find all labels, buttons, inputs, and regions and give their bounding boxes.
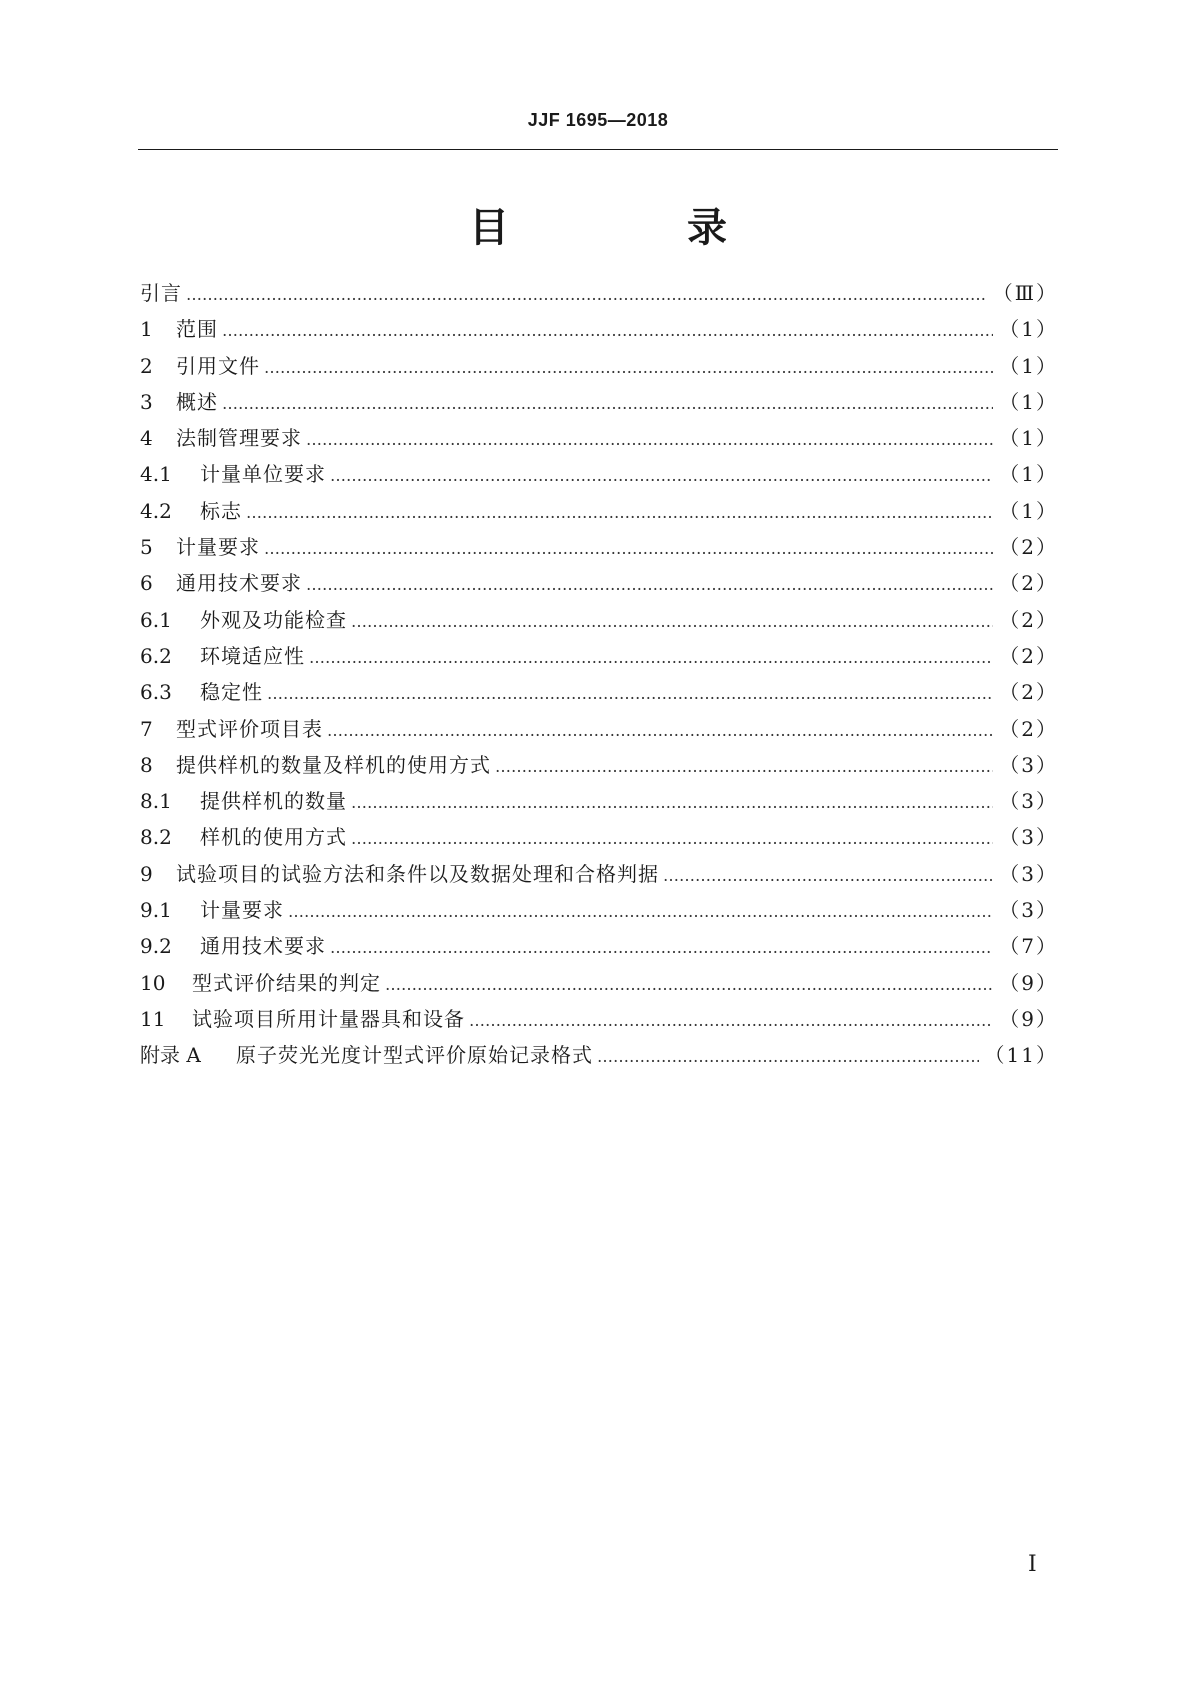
dot-leader [469, 1011, 993, 1030]
toc-entry[interactable] [140, 858, 1058, 894]
toc-entry-title: 概述 [176, 389, 218, 414]
document-code-header: JJF 1695—2018 [527, 110, 669, 130]
toc-entry-number: 6.2 [140, 643, 172, 668]
toc-entry-title: 标志 [200, 498, 242, 523]
toc-entry-page: （1） [999, 498, 1058, 523]
toc-entry-title: 原子荧光光度计型式评价原始记录格式 [236, 1043, 593, 1068]
toc-entry-number: 3 [140, 389, 153, 414]
toc-entry-number: 附录 A [140, 1043, 201, 1068]
toc-entry[interactable] [140, 350, 1058, 386]
toc-entry[interactable] [140, 821, 1058, 857]
toc-entry-number: 9.1 [140, 898, 172, 923]
dot-leader [186, 285, 987, 304]
toc-entry-number: 8 [140, 752, 153, 777]
toc-entry[interactable] [140, 640, 1058, 676]
toc-entry-number: 4 [140, 426, 153, 451]
toc-entry-page: （2） [999, 571, 1058, 596]
toc-entry[interactable] [140, 785, 1058, 821]
toc-entry-title: 外观及功能检查 [200, 607, 347, 632]
toc-entry-page: （1） [999, 462, 1058, 487]
dot-leader [246, 503, 993, 522]
toc-entry-number: 6 [140, 571, 153, 596]
toc-entry-page: （2） [999, 535, 1058, 560]
toc-entry-title: 试验项目所用计量器具和设备 [192, 1006, 465, 1031]
toc-entry-title: 提供样机的数量及样机的使用方式 [176, 752, 491, 777]
dot-leader [264, 358, 993, 377]
toc-entry-title: 引言 [140, 281, 182, 305]
toc-entry-title: 通用技术要求 [200, 934, 326, 959]
toc-entry-title: 计量单位要求 [200, 462, 326, 487]
toc-entry[interactable] [140, 930, 1058, 966]
toc-entry-page: （2） [999, 607, 1058, 632]
toc-entry-number: 9.2 [140, 934, 172, 959]
toc-entry[interactable] [140, 422, 1058, 458]
toc-entry[interactable] [140, 277, 1058, 313]
toc-entry-page: （7） [999, 934, 1058, 959]
toc-entry[interactable] [140, 749, 1058, 785]
toc-entry-page: （9） [999, 970, 1058, 995]
toc-entry-page: （11） [984, 1043, 1058, 1068]
dot-leader [267, 684, 993, 703]
toc-entry-title: 样机的使用方式 [200, 825, 347, 850]
toc-entry-page: （1） [999, 389, 1058, 414]
toc-entry[interactable] [140, 313, 1058, 349]
dot-leader [306, 430, 993, 449]
toc-entry-number: 1 [140, 317, 153, 342]
toc-entry-number: 9 [140, 861, 153, 886]
toc-entry[interactable] [140, 713, 1058, 749]
page-number: Ⅰ [1028, 1552, 1037, 1577]
toc-entry-number: 4.2 [140, 498, 172, 523]
dot-leader [330, 938, 993, 957]
toc-entry-page: （1） [999, 426, 1058, 451]
header-divider [138, 149, 1058, 150]
toc-entry-page: （3） [999, 861, 1058, 886]
toc-entry-number: 5 [140, 535, 153, 560]
dot-leader [222, 321, 993, 340]
table-of-contents [140, 277, 1058, 1076]
toc-entry-number: 6.1 [140, 607, 172, 632]
dot-leader [288, 902, 993, 921]
toc-entry-number: 6.3 [140, 680, 172, 705]
toc-entry-number: 8.1 [140, 789, 172, 814]
toc-entry-title: 引用文件 [176, 353, 260, 378]
toc-entry[interactable] [140, 604, 1058, 640]
toc-entry-title: 型式评价项目表 [176, 716, 323, 741]
toc-entry-title: 型式评价结果的判定 [192, 970, 381, 995]
dot-leader [264, 539, 993, 558]
dot-leader [495, 757, 993, 776]
toc-entry[interactable] [140, 386, 1058, 422]
page-title: 目 录 [469, 205, 809, 251]
dot-leader [330, 466, 993, 485]
dot-leader [327, 721, 993, 740]
toc-entry-title: 范围 [176, 317, 218, 342]
toc-entry-page: （3） [999, 752, 1058, 777]
toc-entry[interactable] [140, 458, 1058, 494]
toc-entry-title: 环境适应性 [200, 643, 305, 668]
toc-entry-page: （1） [999, 353, 1058, 378]
dot-leader [351, 612, 993, 631]
toc-entry[interactable] [140, 531, 1058, 567]
toc-entry[interactable] [140, 495, 1058, 531]
toc-entry-title: 稳定性 [200, 680, 263, 705]
toc-entry-number: 7 [140, 716, 153, 741]
toc-entry-page: （2） [999, 643, 1058, 668]
dot-leader [663, 866, 993, 885]
dot-leader [597, 1047, 979, 1066]
toc-entry[interactable] [140, 1003, 1058, 1039]
toc-entry-page: （3） [999, 825, 1058, 850]
dot-leader [385, 975, 993, 994]
toc-entry-page: （9） [999, 1006, 1058, 1031]
toc-entry-page: （3） [999, 789, 1058, 814]
dot-leader [309, 648, 993, 667]
dot-leader [351, 829, 993, 848]
toc-entry-title: 试验项目的试验方法和条件以及数据处理和合格判据 [176, 861, 659, 886]
toc-entry[interactable] [140, 894, 1058, 930]
toc-entry-title: 计量要求 [176, 535, 260, 560]
dot-leader [222, 394, 993, 413]
toc-entry-page: （2） [999, 680, 1058, 705]
toc-entry-title: 通用技术要求 [176, 571, 302, 596]
toc-entry-number: 8.2 [140, 825, 172, 850]
toc-entry-number: 4.1 [140, 462, 172, 487]
toc-entry-title: 法制管理要求 [176, 426, 302, 451]
toc-entry-page: （1） [999, 317, 1058, 342]
toc-entry[interactable] [140, 1039, 1058, 1075]
toc-entry-page: （2） [999, 716, 1058, 741]
toc-entry-page: （Ⅲ） [992, 281, 1058, 305]
dot-leader [351, 793, 993, 812]
toc-entry-title: 计量要求 [200, 898, 284, 923]
toc-entry-number: 10 [140, 970, 166, 995]
toc-entry-page: （3） [999, 898, 1058, 923]
toc-entry-number: 11 [140, 1006, 166, 1031]
toc-entry-title: 提供样机的数量 [200, 789, 347, 814]
dot-leader [306, 575, 993, 594]
toc-entry[interactable] [140, 676, 1058, 712]
toc-entry[interactable] [140, 567, 1058, 603]
toc-entry[interactable] [140, 967, 1058, 1003]
toc-entry-number: 2 [140, 353, 153, 378]
